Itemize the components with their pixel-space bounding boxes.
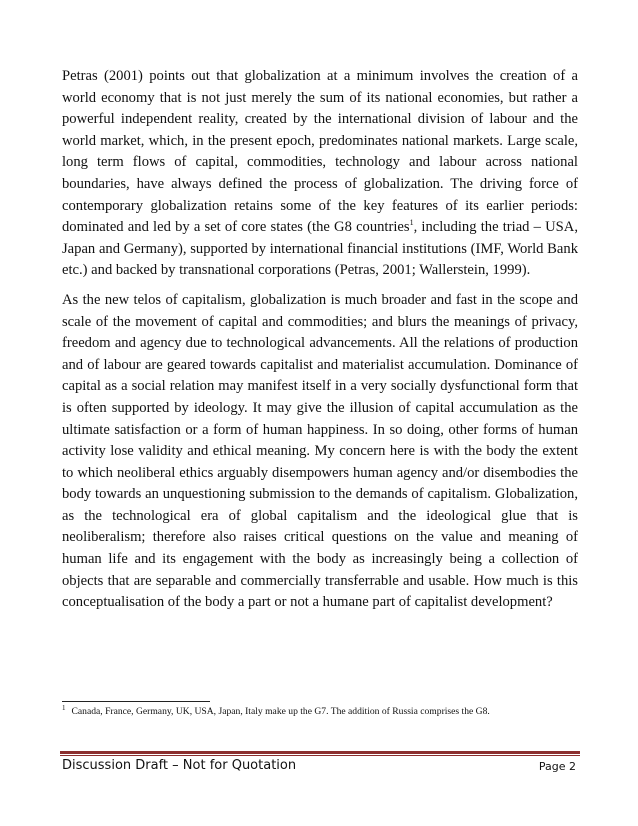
footnote — [62, 703, 578, 718]
footer-rule-thick — [60, 751, 580, 754]
paragraph-1-text-a: Petras (2001) points out that globalization at a minimum involves the creation of a world economy that is not just merely the sum of its national economies, but rather a powerful independent reality, created by the international division of labour and the world market, which, in the present epoch, predominates national markets. Large scale, long term flows of capital, commodities, technology and labour across national boundaries, have always defined the process of globalization. The driving force of contemporary globalization retains some of the key features of its earlier periods: dominated and led by a set of core states (the G8 countries — [62, 68, 578, 236]
footnote-reference[interactable]: 1 — [409, 218, 414, 228]
footer-rule-thin — [60, 755, 580, 756]
footer-label: Discussion Draft – Not for Quotation — [62, 758, 297, 773]
page-number: Page 2 — [538, 760, 576, 773]
paragraph-1-text-b: , including the triad – USA, Japan and Germany), supported by international financial institutions (IMF, World Bank etc.) and backed by transnational corporations (Petras, 2001; Wallerstein, 1999). — [62, 219, 578, 279]
paragraph-2: As the new telos of capitalism, globalization is much broader and fast in the scope and scale of the movement of capital and commodities; and blurs the meanings of privacy, freedom and agency due to technological advancements. All the relations of production and of labour are geared towards capitalist and materialist accumulation. Dominance of capital as a social relation may manifest itself in a very socially dysfunctional form that is often supported by ideology. It may give the illusion of capital accumulation as the ultimate satisfaction or a form of human happiness. In so doing, other forms of human activity lose validity and ethical meaning. My concern here is with the body the extent to which neoliberal ethics arguably disempowers human agency and/or disembodies the body towards an unquestioning submission to the demands of capitalism. Globalization, as the technological era of global capitalism and the ideological glue that is neoliberalism; therefore also raises critical questions on the value and meaning of human life and its engagement with the body as increasingly being a collection of objects that are separable and commercially transferrable and usable. How much is this conceptualisation of the body a part or not a humane part of capitalist development? — [62, 291, 578, 611]
footnote-text: Canada, France, Germany, UK, USA, Japan, Italy make up the G7. The addition of Russia comprises the G8. — [71, 706, 490, 717]
paragraph-1 — [62, 66, 578, 282]
body-text — [62, 66, 578, 622]
footnote-separator — [62, 701, 210, 702]
footnote-marker: 1 — [62, 703, 66, 712]
